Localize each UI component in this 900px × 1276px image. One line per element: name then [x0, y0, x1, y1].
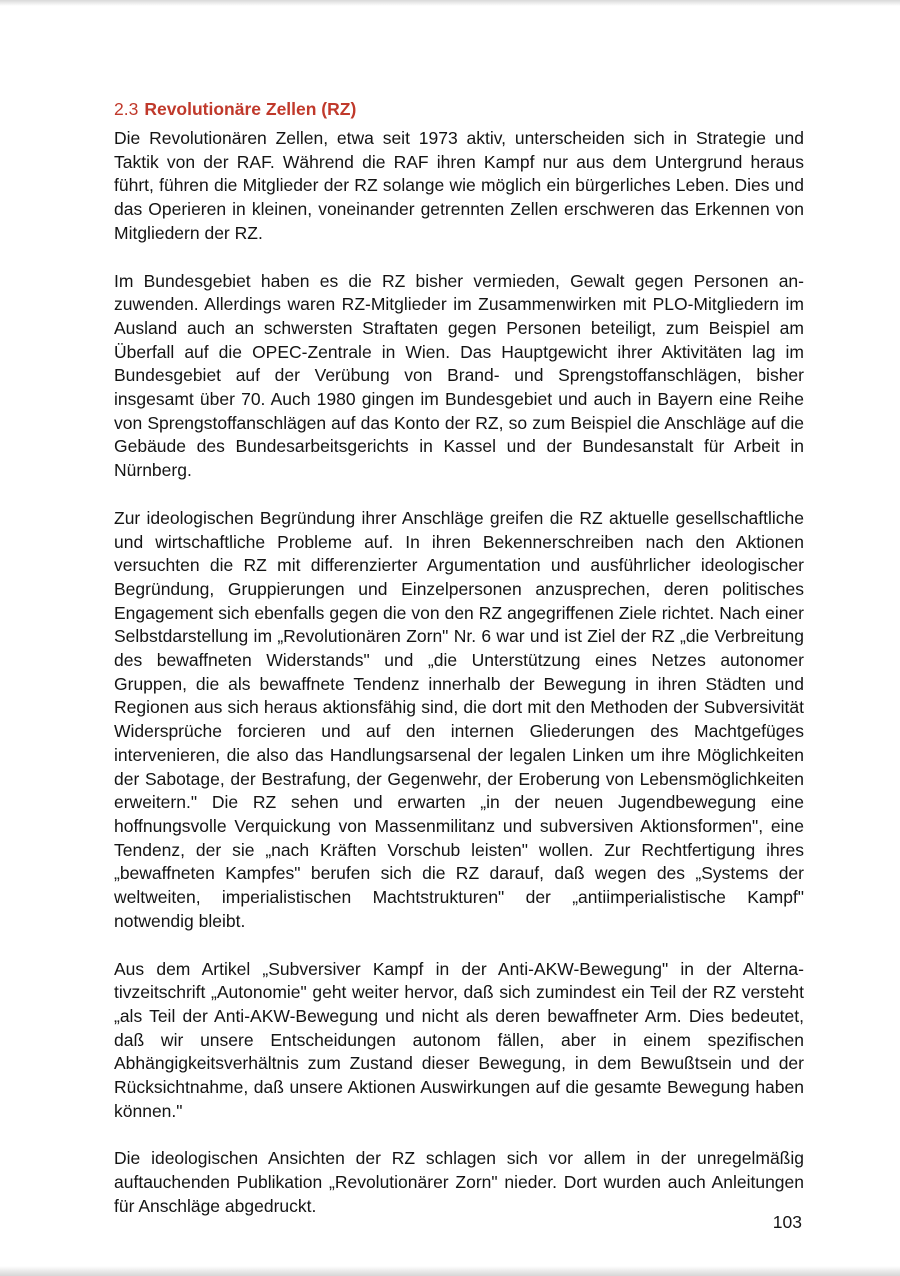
page-body [114, 97, 804, 1243]
paragraph-3: Zur ideologischen Begründung ihrer Anschläge greifen die RZ aktuelle gesellschaftliche und wirtschaftliche Probleme auf. In ihren Bekennerschreiben nach den Aktionen versuchten die RZ mit differenzierter Argumentation und ausführlicher ideologischer Begründung, Gruppierungen und Einzelpersonen anzusprechen, deren politisches Engagement sich ebenfalls gegen die von den RZ angegriffenen Ziele richtet. Nach einer Selbstdarstellung im „Revolutionären Zorn" Nr. 6 war und ist Ziel der RZ „die Verbreitung des bewaffneten Widerstands" und „die Unterstützung eines Netzes autonomer Gruppen, die als bewaffnete Tendenz innerhalb der Bewegung in ihren Städten und Regionen aus sich heraus aktionsfähig sind, die dort mit den Methoden der Subversivität Widersprüche forcieren und auf den internen Gliederungen des Machtgefüges intervenieren, die also das Handlungsarsenal der legalen Linken um ihre Möglichkeiten der Sabotage, der Bestrafung, der Gegenwehr, der Eroberung von Lebensmöglichkeiten erweitern." Die RZ sehen und erwarten „in der neuen Jugendbewegung eine hoffnungsvolle Verquickung von Massenmilitanz und subversiven Aktionsformen", eine Tendenz, der sie „nach Kräften Vorschub leisten" wollen. Zur Rechtfertigung ihres „bewaffneten Kampfes" berufen sich die RZ darauf, daß wegen des „Systems der weltweiten, imperialistischen Machtstrukturen" der „antiimperialistische Kampf" notwendig bleibt. [114, 507, 804, 931]
paragraph-1: Die Revolutionären Zellen, etwa seit 1973 aktiv, unterscheiden sich in Strategie und Taktik von der RAF. Während die RAF ihren Kampf nur aus dem Untergrund heraus führt, führen die Mitglieder der RZ solange wie möglich ein bürgerliches Leben. Dies und das Operieren in kleinen, voneinander getrennten Zellen erschweren das Erkennen von Mitgliedern der RZ. [114, 128, 804, 243]
section-heading [114, 97, 804, 121]
scan-edge-bottom [0, 1266, 900, 1276]
paragraph-5: Die ideologischen Ansichten der RZ schlagen sich vor allem in der unregelmäßig auftauchenden Publikation „Revolutionärer Zorn" nieder. Dort wurden auch Anleitungen für Anschläge abgedruckt. [114, 1148, 804, 1216]
paragraph-4: Aus dem Artikel „Subversiver Kampf in der Anti-AKW-Bewegung" in der Alternativzeitschrift „Autonomie" geht weiter hervor, daß sich zumindest ein Teil der RZ versteht „als Teil der Anti-AKW-Bewegung und nicht als deren bewaffneter Arm. Dies bedeutet, daß wir unsere Entscheidungen autonom fällen, aber in einem spezifischen Abhängigkeitsverhältnis zum Zustand dieser Bewegung, in dem Bewußtsein und der Rücksichtnahme, daß unsere Aktionen Auswirkungen auf die gesamte Bewegung haben können." [114, 958, 804, 1121]
section-number: 2.3 [114, 99, 139, 119]
page-number: 103 [772, 1212, 802, 1232]
scan-edge-top [0, 0, 900, 6]
paragraph-2: Im Bundesgebiet haben es die RZ bisher vermieden, Gewalt gegen Personen anzuwenden. Allerdings waren RZ-Mitglieder im Zusammenwirken mit PLO-Mitgliedern im Ausland auch an schwersten Straftaten gegen Personen beteiligt, zum Beispiel am Überfall auf die OPEC-Zentrale in Wien. Das Hauptgewicht ihrer Aktivitäten lag im Bundesgebiet auf der Verübung von Brand- und Sprengstoffanschlägen, bisher insgesamt über 70. Auch 1980 gingen im Bundesgebiet und auch in Bayern eine Reihe von Sprengstoffanschlägen auf das Konto der RZ, so zum Beispiel die Anschläge auf die Gebäude des Bundesarbeitsgerichts in Kassel und der Bundesanstalt für Arbeit in Nürnberg. [114, 270, 804, 481]
section-title: Revolutionäre Zellen (RZ) [144, 99, 357, 119]
